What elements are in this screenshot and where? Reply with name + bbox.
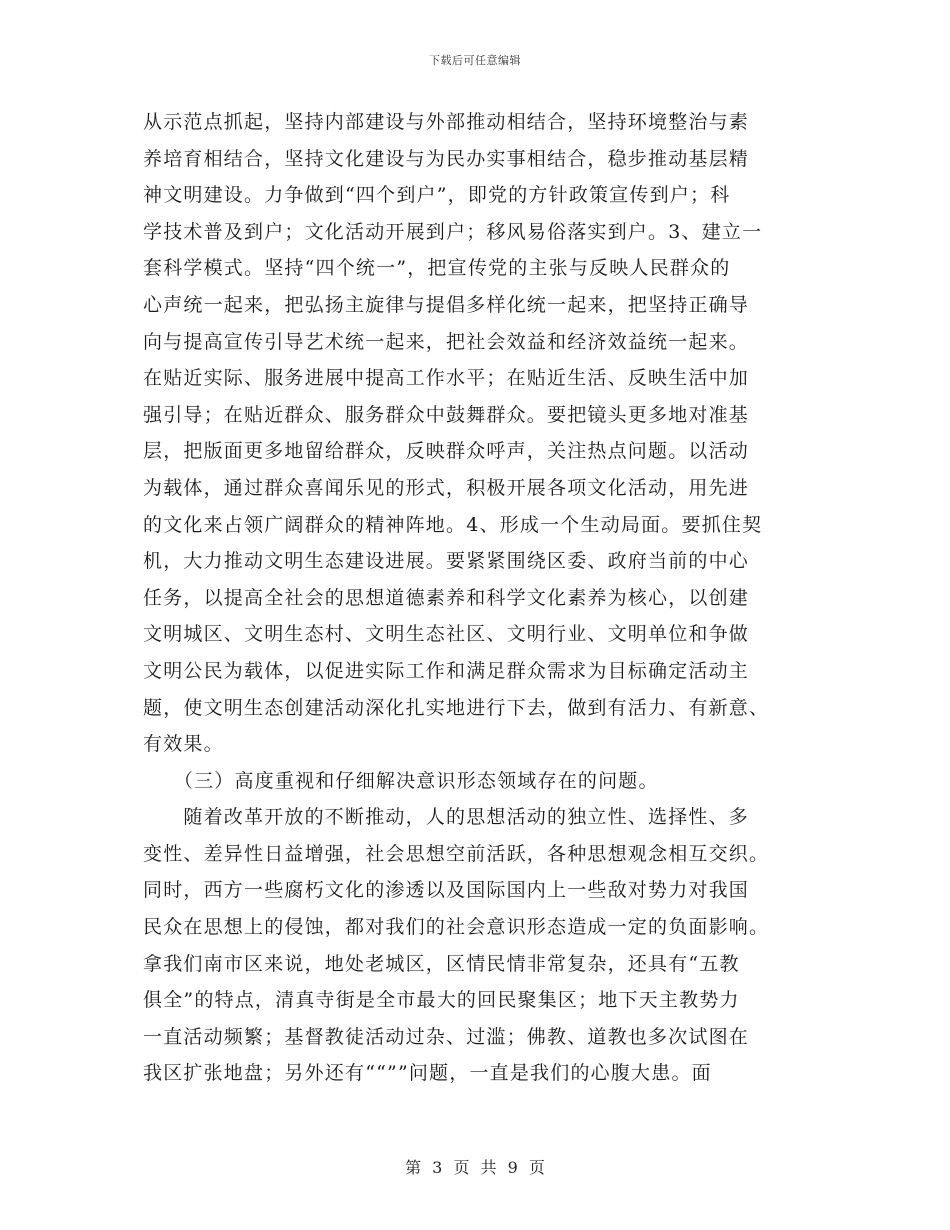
- text-line: 学技术普及到户；文化活动开展到户；移风易俗落实到户。3、建立一: [143, 220, 763, 243]
- text-line: 俱全”的特点，清真寺街是全市最大的回民聚集区；地下天主教势力: [143, 989, 740, 1012]
- text-line: 文明公民为载体，以促进实际工作和满足群众需求为目标确定活动主: [143, 659, 750, 682]
- text-line: 为载体，通过群众喜闻乐见的形式，积极开展各项文化活动，用先进: [143, 476, 750, 499]
- text-line: 机，大力推动文明生态建设进展。要紧紧围绕区委、政府当前的中心: [143, 550, 750, 573]
- section-heading: （三）高度重视和仔细解决意识形态领域存在的问题。: [143, 769, 659, 792]
- text-line: 养培育相结合，坚持文化建设与为民办实事相结合，稳步推动基层精: [143, 147, 750, 170]
- text-line: 在贴近实际、服务进展中提高工作水平；在贴近生活、反映生活中加: [143, 367, 750, 390]
- text-line: 心声统一起来，把弘扬主旋律与提倡多样化统一起来，把坚持正确导: [143, 293, 750, 316]
- text-line: 拿我们南市区来说，地处老城区，区情民情非常复杂，还具有“五教: [143, 952, 740, 975]
- text-line: 任务，以提高全社会的思想道德素养和科学文化素养为核心，以创建: [143, 586, 750, 609]
- page-header: 下载后可任意编辑: [429, 54, 521, 67]
- text-line: 有效果。: [143, 733, 224, 756]
- text-line: 题，使文明生态创建活动深化扎实地进行下去，做到有活力、有新意、: [143, 696, 770, 719]
- text-line: 一直活动频繁；基督教徒活动过杂、过滥；佛教、道教也多次试图在: [143, 1025, 750, 1048]
- text-line: 强引导；在贴近群众、服务群众中鼓舞群众。要把镜头更多地对准基: [143, 403, 750, 426]
- text-line: 从示范点抓起，坚持内部建设与外部推动相结合，坚持环境整治与素: [143, 111, 750, 133]
- text-line: 随着改革开放的不断推动，人的思想活动的独立性、选择性、多: [143, 806, 750, 829]
- text-line: 的文化来占领广阔群众的精神阵地。4、形成一个生动局面。要抓住契: [143, 513, 763, 536]
- page-number: 第 3 页 共 9 页: [405, 1158, 545, 1177]
- text-line: 向与提高宣传引导艺术统一起来，把社会效益和经济效益统一起来。: [143, 330, 750, 353]
- text-line: 民众在思想上的侵蚀，都对我们的社会意识形态造成一定的负面影响。: [143, 916, 770, 939]
- text-line: 层，把版面更多地留给群众，反映群众呼声，关注热点问题。以活动: [143, 440, 750, 463]
- text-line: 变性、差异性日益增强，社会思想空前活跃，各种思想观念相互交织。: [143, 842, 770, 865]
- document-body: [143, 104, 807, 1092]
- text-line: 套科学模式。坚持“四个统一”，把宣传党的主张与反映人民群众的: [143, 257, 731, 280]
- text-line: 神文明建设。力争做到“四个到户”，即党的方针政策宣传到户；科: [143, 184, 731, 207]
- text-line: 文明城区、文明生态村、文明生态社区、文明行业、文明单位和争做: [143, 623, 750, 646]
- text-line: 同时，西方一些腐朽文化的渗透以及国际国内上一些敌对势力对我国: [143, 879, 750, 902]
- text-line: 我区扩张地盘；另外还有““””问题，一直是我们的心腹大患。面: [143, 1062, 712, 1085]
